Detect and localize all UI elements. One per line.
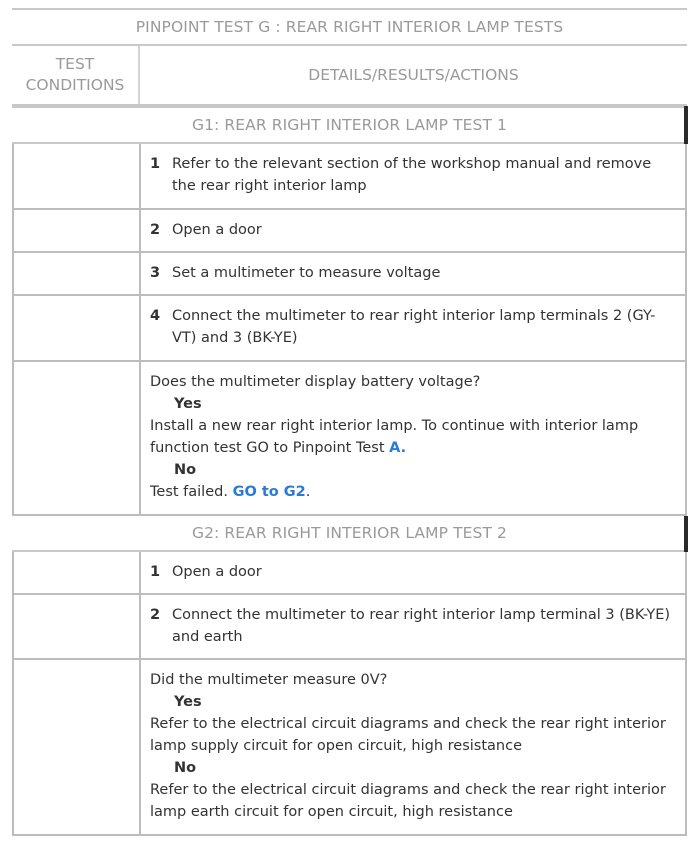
table-row: [14, 593, 685, 658]
step-number: 1: [150, 156, 161, 172]
scroll-edge: [684, 106, 688, 144]
no-action-period: .: [305, 484, 311, 500]
table-row: [14, 294, 685, 360]
g2-table: [12, 550, 687, 836]
section-title-g2: [12, 516, 687, 552]
no-label: No: [174, 760, 197, 776]
step-cell: [141, 595, 685, 658]
step-text: Open a door: [172, 222, 262, 238]
go-to-g2-link[interactable]: GO to G2: [232, 484, 306, 500]
test-condition-cell: [14, 660, 141, 834]
test-condition-cell: [14, 362, 141, 514]
section-title-g2-text: G2: REAR RIGHT INTERIOR LAMP TEST 2: [191, 524, 508, 542]
step-number: 3: [150, 265, 161, 281]
column-header-test-conditions: [12, 46, 140, 104]
result-question: Does the multimeter display battery voltage?: [150, 374, 481, 390]
yes-label: Yes: [174, 694, 202, 710]
step-number: 1: [150, 564, 161, 580]
step-number: 2: [150, 222, 161, 238]
g1-table: [12, 142, 687, 516]
no-label: No: [174, 462, 197, 478]
yes-action-text: Install a new rear right interior lamp. To continue with interior lamp function test GO to Pinpoint Test: [150, 418, 639, 456]
test-condition-cell: [14, 296, 141, 360]
section-title-g1-text: G1: REAR RIGHT INTERIOR LAMP TEST 1: [191, 116, 508, 134]
scroll-edge: [684, 516, 688, 552]
step-text: Open a door: [172, 564, 262, 580]
pinpoint-test-a-link[interactable]: A.: [389, 440, 407, 456]
yes-action: Refer to the electrical circuit diagrams and check the rear right interior lamp supply circuit for open circuit, high resistance: [150, 716, 666, 754]
test-condition-cell: [14, 595, 141, 658]
column-header-details-text: DETAILS/RESULTS/ACTIONS: [308, 66, 519, 84]
test-condition-cell: [14, 552, 141, 593]
page-title: [12, 8, 687, 46]
step-text: Connect the multimeter to rear right interior lamp terminal 3 (BK-YE) and earth: [172, 607, 671, 645]
table-row: [14, 658, 685, 834]
result-cell: [141, 362, 685, 514]
result-question: Did the multimeter measure 0V?: [150, 672, 388, 688]
table-row: [14, 251, 685, 294]
step-text: Set a multimeter to measure voltage: [172, 265, 441, 281]
no-action: [150, 481, 673, 503]
column-header-details: [140, 46, 687, 104]
step-cell: [141, 552, 685, 593]
section-title-g1: [12, 106, 687, 144]
test-condition-cell: [14, 144, 141, 208]
step-text: Refer to the relevant section of the workshop manual and remove the rear right interior lamp: [172, 156, 652, 194]
column-header-test-conditions-text: TEST CONDITIONS: [25, 55, 125, 94]
yes-label: Yes: [174, 396, 202, 412]
yes-action: [150, 415, 673, 459]
no-action: Refer to the electrical circuit diagrams and check the rear right interior lamp earth circuit for open circuit, high resistance: [150, 782, 666, 820]
page-title-text: PINPOINT TEST G : REAR RIGHT INTERIOR LAMP TESTS: [135, 18, 564, 36]
result-cell: [141, 660, 685, 834]
table-row: [14, 142, 685, 208]
column-headers: [12, 46, 687, 106]
step-cell: [141, 296, 685, 360]
no-action-text: Test failed.: [150, 484, 233, 500]
step-text: Connect the multimeter to rear right interior lamp terminals 2 (GY-VT) and 3 (BK-YE): [172, 308, 656, 346]
pinpoint-test-document: [12, 8, 687, 836]
step-cell: [141, 210, 685, 251]
table-row: [14, 208, 685, 251]
step-number: 4: [150, 308, 161, 324]
test-condition-cell: [14, 210, 141, 251]
step-number: 2: [150, 607, 161, 623]
table-row: [14, 550, 685, 593]
step-cell: [141, 253, 685, 294]
table-row: [14, 360, 685, 514]
test-condition-cell: [14, 253, 141, 294]
step-cell: [141, 144, 685, 208]
